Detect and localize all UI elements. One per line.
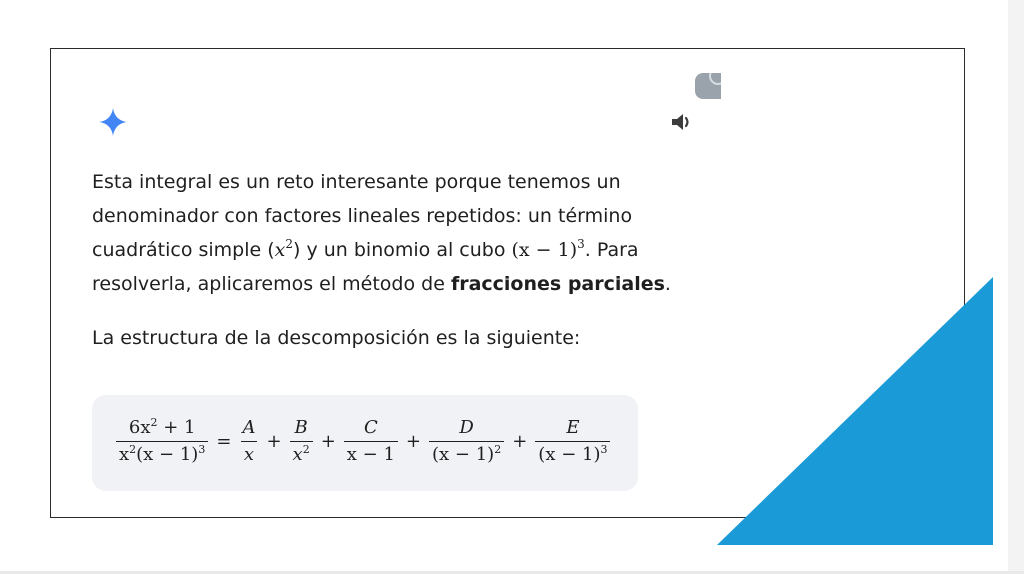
- line3-text-mid: ) y un binomio al cubo: [293, 239, 512, 261]
- plus-sign-4: +: [512, 431, 528, 452]
- line3-math-binom: (x − 1): [511, 239, 578, 261]
- plus-sign-3: +: [405, 431, 422, 452]
- line3-math-sup: 2: [285, 237, 294, 251]
- structure-paragraph: La estructura de la descomposición es la siguiente:: [92, 327, 581, 349]
- lhs-den-rest: (x − 1): [136, 444, 199, 465]
- line4-text-post: .: [664, 273, 671, 295]
- term-a-num: A: [242, 417, 256, 438]
- lhs-num-base: 6x: [128, 417, 151, 438]
- lhs-den-base: x: [119, 444, 130, 465]
- term-c-num: C: [363, 417, 378, 438]
- term-e-den-sup: 3: [600, 443, 608, 456]
- lhs-den-sup: 2: [129, 443, 137, 456]
- line4-text-pre: resolverla, aplicaremos el método de: [92, 273, 451, 295]
- intro-line-2: denominador con factores lineales repetidos: un término: [92, 205, 633, 227]
- equals-sign: =: [216, 431, 232, 452]
- term-c-den: x − 1: [344, 441, 398, 466]
- line4-bold-text: fracciones parciales: [450, 273, 665, 295]
- line3-text-pre: cuadrático simple (: [92, 239, 275, 261]
- term-d-num: D: [459, 417, 474, 438]
- term-b-num: B: [294, 417, 308, 438]
- term-b-den-sup: 2: [302, 443, 310, 456]
- term-e-den-base: (x − 1): [538, 444, 601, 465]
- term-e-num: E: [566, 417, 580, 438]
- lhs-den-sup2: 3: [198, 443, 206, 456]
- line3-math-x: x: [274, 239, 286, 261]
- term-b-den-base: x: [292, 444, 303, 465]
- term-a-den: x: [241, 441, 257, 466]
- term-d-den-sup: 2: [494, 443, 502, 456]
- term-d-den-base: (x − 1): [432, 444, 495, 465]
- plus-sign-1: +: [266, 431, 282, 452]
- intro-line-1: Esta integral es un reto interesante porque tenemos un: [92, 171, 621, 193]
- line3-text-post: . Para: [584, 239, 639, 261]
- lhs-num-rest: + 1: [157, 417, 196, 438]
- lhs-num-sup: 2: [150, 416, 158, 429]
- plus-sign-2: +: [320, 431, 336, 452]
- line3-math-sup2: 3: [577, 237, 585, 251]
